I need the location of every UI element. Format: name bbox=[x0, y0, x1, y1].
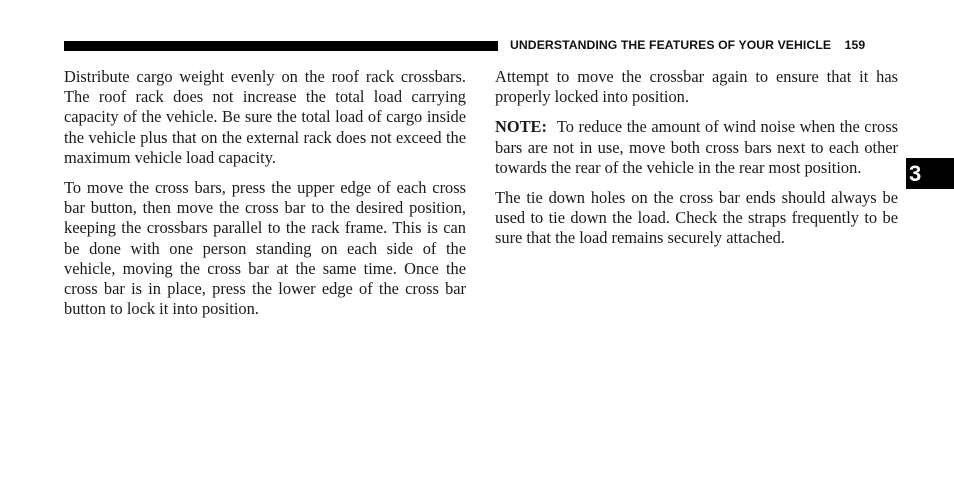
paragraph-move-cross-bars: To move the cross bars, press the upper edge of each cross bar button, then move the cross bar to the desired position, keeping the crossbars parallel to the rack frame. This is can be done with one person standing on each side of the vehicle, moving the cross bar at the same time. Once the cross bar is in place, press the lower edge of the cross bar button to lock it into position. bbox=[64, 178, 466, 319]
left-column bbox=[64, 67, 466, 329]
header-rule bbox=[64, 41, 498, 51]
note-text: To reduce the amount of wind noise when the cross bars are not in use, move both cross bars next to each other towards the rear of the vehicle in the rear most position. bbox=[495, 117, 898, 177]
note-label: NOTE: bbox=[495, 117, 547, 137]
page-number: 159 bbox=[844, 38, 866, 52]
running-header bbox=[510, 38, 865, 52]
chapter-tab: 3 bbox=[906, 158, 954, 189]
paragraph-tie-down: The tie down holes on the cross bar ends should always be used to tie down the load. Check the straps frequently to be sure that the load remains securely attached. bbox=[495, 188, 898, 248]
right-column bbox=[495, 67, 898, 259]
paragraph-cargo-weight: Distribute cargo weight evenly on the roof rack crossbars. The roof rack does not increase the total load carrying capacity of the vehicle. Be sure the total load of cargo inside the vehicle plus that on the external rack does not exceed the maximum vehicle load capacity. bbox=[64, 67, 466, 167]
section-title: UNDERSTANDING THE FEATURES OF YOUR VEHICLE bbox=[510, 38, 832, 52]
note-paragraph bbox=[495, 117, 898, 178]
paragraph-lock-check: Attempt to move the crossbar again to ensure that it has properly locked into position. bbox=[495, 67, 898, 107]
